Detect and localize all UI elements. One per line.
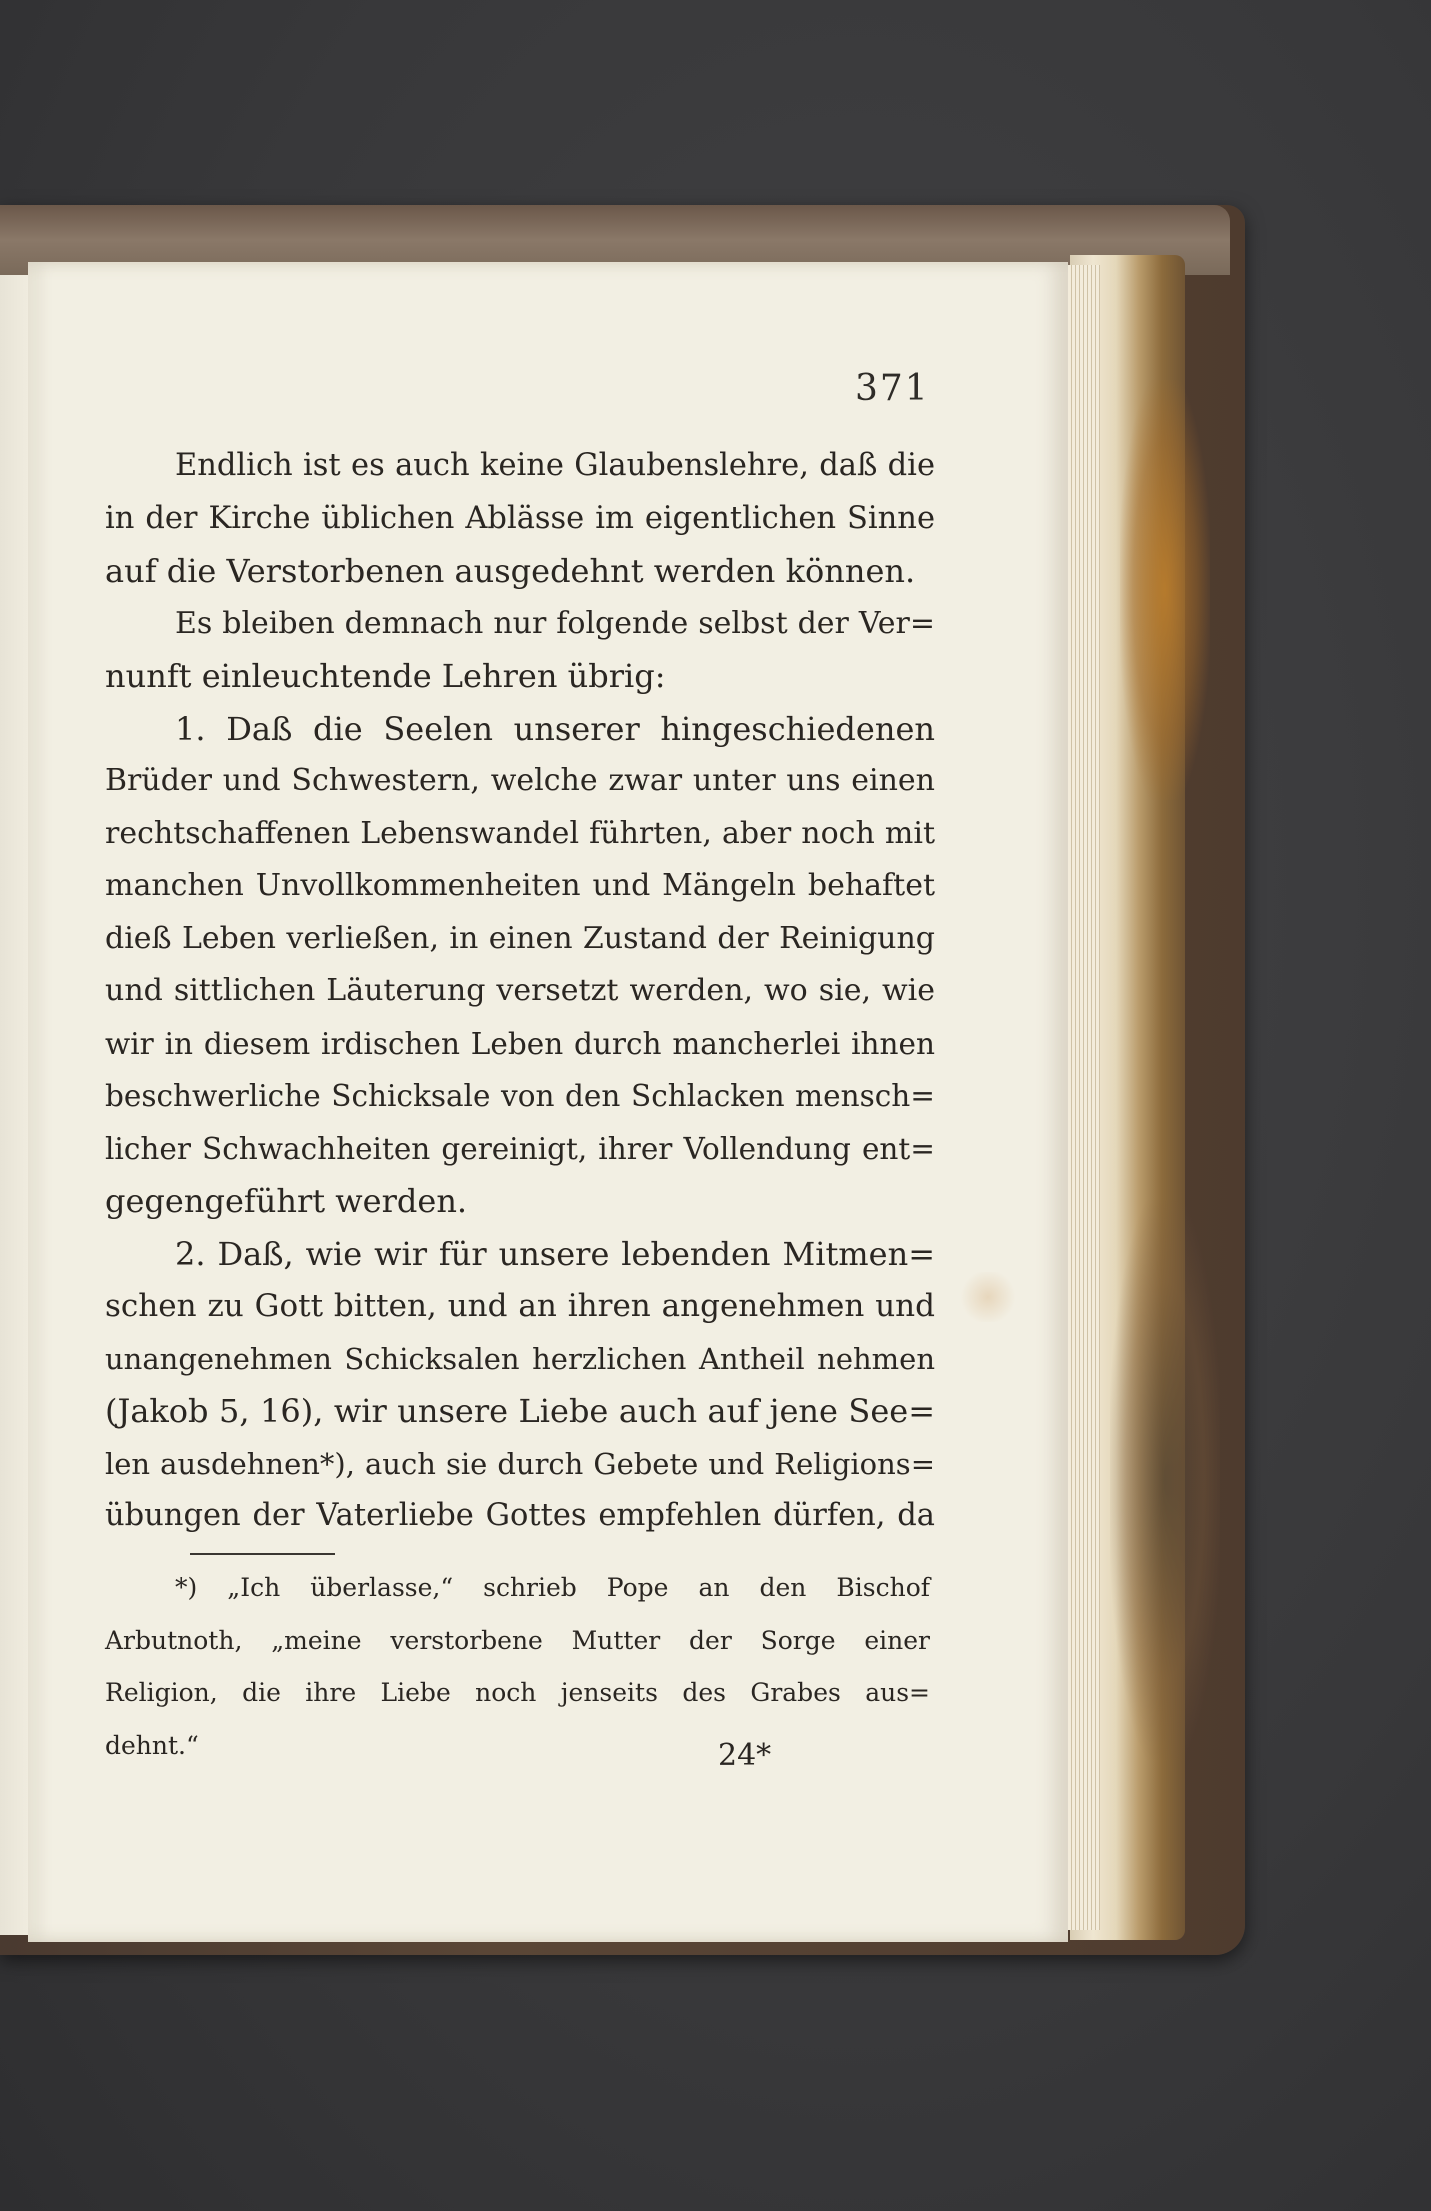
body-text	[105, 440, 935, 1543]
text-line: wir in diesem irdischen Leben durch mancherlei ihnen	[105, 1026, 935, 1061]
text-line: rechtschaffenen Lebenswandel führten, aber noch mit	[105, 815, 935, 851]
text-line: Endlich ist es auch keine Glaubenslehre, daß die	[175, 448, 935, 483]
water-stain	[1120, 380, 1210, 800]
facing-page-edge	[0, 275, 29, 1935]
footnote-line: dehnt.“	[105, 1730, 199, 1760]
signature-mark: 24*	[718, 1738, 772, 1773]
text-line: auf die Verstorbenen ausgedehnt werden können.	[105, 552, 916, 590]
text-line: (Jakob 5, 16), wir unsere Liebe auch auf jene See=	[105, 1392, 935, 1430]
text-line: übungen der Vaterliebe Gottes empfehlen dürfen, da	[105, 1498, 935, 1533]
text-line: manchen Unvollkommenheiten und Mängeln behaftet	[105, 868, 935, 903]
footnote-rule	[190, 1553, 335, 1555]
text-line: und sittlichen Läuterung versetzt werden, wo sie, wie	[105, 973, 935, 1008]
text-line: beschwerliche Schicksale von den Schlacken mensch=	[105, 1079, 935, 1113]
foxing-spot	[958, 1272, 1018, 1322]
text-line: unangenehmen Schicksalen herzlichen Antheil nehmen	[105, 1341, 935, 1376]
text-line: gegengeführt werden.	[105, 1182, 468, 1220]
footnote-line: Religion, die ihre Liebe noch jenseits des Grabes aus=	[105, 1678, 930, 1707]
text-line: schen zu Gott bitten, und an ihren angenehmen und	[105, 1288, 935, 1324]
text-line: Brüder und Schwestern, welche zwar unter uns einen	[105, 763, 935, 798]
footnote	[105, 1567, 930, 1777]
text-line: nunft einleuchtende Lehren übrig:	[105, 657, 666, 695]
text-line: in der Kirche üblichen Ablässe im eigentlichen Sinne	[105, 500, 935, 536]
text-line: 2. Daß, wie wir für unsere lebenden Mitmen=	[175, 1234, 935, 1273]
text-line: Es bleiben demnach nur folgende selbst der Ver=	[175, 605, 935, 641]
dark-stain	[1110, 1200, 1220, 1760]
text-line: len ausdehnen*), auch sie durch Gebete und Religions=	[105, 1446, 935, 1481]
text-line: licher Schwachheiten gereinigt, ihrer Vollendung ent=	[105, 1131, 935, 1166]
page-number: 371	[855, 368, 930, 409]
footnote-line: *) „Ich überlasse,“ schrieb Pope an den Bischof	[175, 1573, 930, 1602]
text-line: 1. Daß die Seelen unserer hingeschiedenen	[175, 709, 935, 748]
footnote-line: Arbutnoth, „meine verstorbene Mutter der Sorge einer	[105, 1625, 930, 1655]
text-line: dieß Leben verließen, in einen Zustand der Reinigung	[105, 920, 935, 956]
